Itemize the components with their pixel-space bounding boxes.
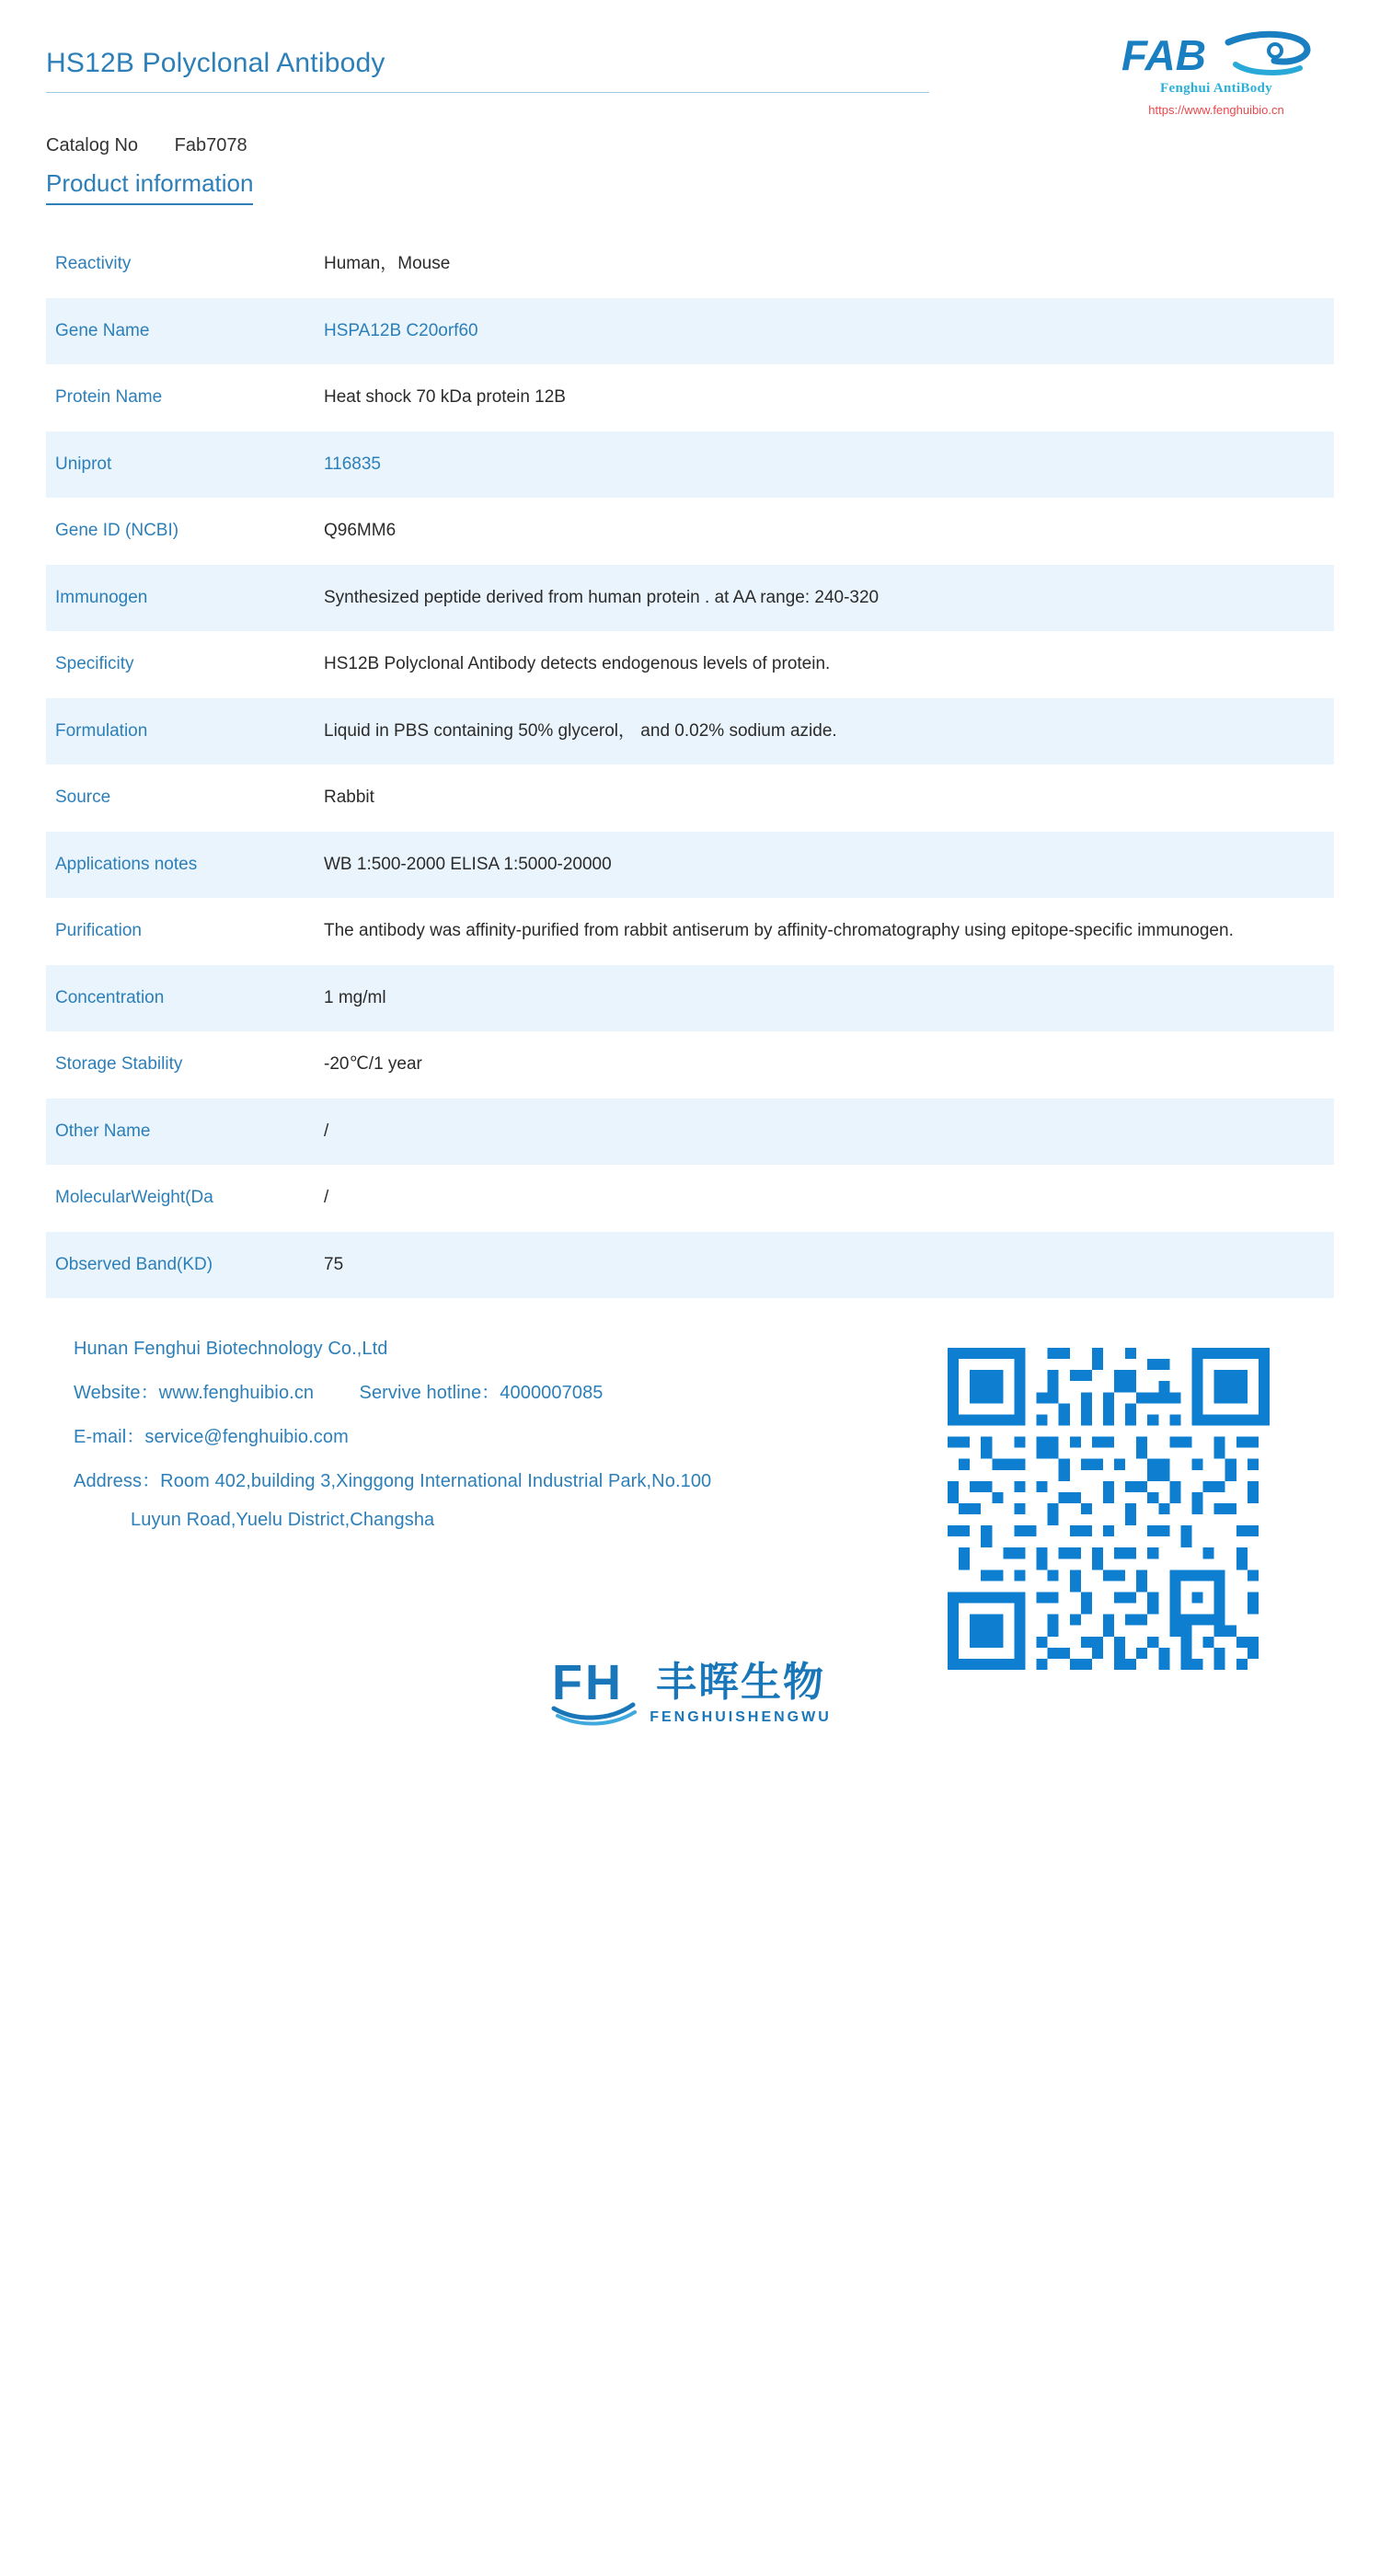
bottom-logo-text bbox=[650, 1649, 832, 1726]
row-value: 116835 bbox=[324, 454, 381, 474]
row-value: WB 1:500-2000 ELISA 1:5000-20000 bbox=[324, 854, 612, 874]
row-key: Storage Stability bbox=[55, 1054, 183, 1074]
row-key: MolecularWeight(Da bbox=[55, 1188, 213, 1207]
row-value: Liquid in PBS containing 50% glycerol， and 0.02% sodium azide. bbox=[324, 720, 837, 741]
row-value: 1 mg/ml bbox=[324, 987, 386, 1007]
table-row bbox=[46, 1165, 1334, 1232]
row-key: Gene Name bbox=[55, 320, 150, 340]
fenghui-mark-icon bbox=[548, 1648, 637, 1727]
row-value: / bbox=[324, 1188, 329, 1207]
page-title: HS12B Polyclonal Antibody bbox=[46, 48, 385, 78]
row-key: Other Name bbox=[55, 1121, 151, 1141]
catalog-label: Catalog No bbox=[46, 135, 139, 155]
brand-logo bbox=[1097, 28, 1336, 117]
address-line-1: Address：Room 402,building 3,Xinggong International Industrial Park,No.100 bbox=[74, 1471, 712, 1491]
company-bottom-logo bbox=[478, 1648, 902, 1749]
product-information-table bbox=[46, 231, 1334, 1298]
row-key: Protein Name bbox=[55, 387, 163, 407]
table-row bbox=[46, 231, 1334, 298]
row-value: Heat shock 70 kDa protein 12B bbox=[324, 387, 566, 407]
table-row bbox=[46, 1031, 1334, 1098]
row-value: HS12B Polyclonal Antibody detects endogenous levels of protein. bbox=[324, 654, 831, 673]
row-key: Specificity bbox=[55, 654, 134, 673]
email-text: E-mail：service@fenghuibio.com bbox=[74, 1427, 349, 1447]
logo-subtitle: Fenghui AntiBody bbox=[1160, 81, 1272, 96]
svg-text:F: F bbox=[552, 1655, 583, 1710]
title-divider bbox=[46, 92, 929, 93]
row-key: Formulation bbox=[55, 720, 148, 741]
row-value: Rabbit bbox=[324, 788, 374, 807]
catalog-value: Fab7078 bbox=[174, 135, 247, 155]
table-row bbox=[46, 698, 1334, 765]
table-row bbox=[46, 765, 1334, 832]
row-key: Applications notes bbox=[55, 854, 198, 874]
row-value: -20℃/1 year bbox=[324, 1054, 422, 1074]
row-key: Observed Band(KD) bbox=[55, 1254, 213, 1274]
document-footer bbox=[0, 1329, 1380, 1605]
row-key: Purification bbox=[55, 921, 142, 940]
table-row bbox=[46, 498, 1334, 565]
fab-logo-icon bbox=[1120, 28, 1313, 85]
row-value: Human，Mouse bbox=[324, 254, 451, 273]
row-value: 75 bbox=[324, 1254, 344, 1274]
table-row bbox=[46, 364, 1334, 431]
row-key: Concentration bbox=[55, 987, 165, 1007]
row-value: The antibody was affinity-purified from rabbit antiserum by affinity-chromatography using epitope-specific immunogen. bbox=[324, 921, 1234, 940]
row-value: Synthesized peptide derived from human protein . at AA range: 240-320 bbox=[324, 587, 880, 607]
table-row bbox=[46, 631, 1334, 698]
hotline-text: Servive hotline：4000007085 bbox=[359, 1383, 604, 1403]
table-row bbox=[46, 1098, 1334, 1166]
bottom-logo-en: FENGHUISHENGWU bbox=[650, 1709, 832, 1725]
row-key: Reactivity bbox=[55, 254, 132, 273]
row-value: Q96MM6 bbox=[324, 521, 397, 540]
table-row bbox=[46, 298, 1334, 365]
table-row bbox=[46, 965, 1334, 1032]
address-line-2: Luyun Road,Yuelu District,Changsha bbox=[131, 1510, 435, 1530]
section-heading: Product information bbox=[46, 169, 253, 205]
catalog-row bbox=[46, 135, 1325, 156]
table-row bbox=[46, 431, 1334, 499]
table-row bbox=[46, 898, 1334, 965]
table-row bbox=[46, 1232, 1334, 1299]
title-block bbox=[46, 48, 929, 93]
table-row bbox=[46, 832, 1334, 899]
logo-url: https://www.fenghuibio.cn bbox=[1148, 103, 1284, 117]
svg-text:FAB: FAB bbox=[1121, 31, 1206, 79]
table-row bbox=[46, 565, 1334, 632]
table-body bbox=[46, 231, 1334, 1298]
row-key: Source bbox=[55, 788, 111, 807]
row-key: Gene ID (NCBI) bbox=[55, 521, 179, 540]
row-key: Immunogen bbox=[55, 587, 148, 607]
qr-code-icon bbox=[948, 1348, 1270, 1670]
row-value: HSPA12B C20orf60 bbox=[324, 320, 478, 340]
document-header bbox=[0, 0, 1380, 155]
company-name: Hunan Fenghui Biotechnology Co.,Ltd bbox=[74, 1339, 388, 1359]
row-key: Uniprot bbox=[55, 454, 112, 474]
row-value: / bbox=[324, 1121, 329, 1141]
website-text: Website：www.fenghuibio.cn bbox=[74, 1383, 315, 1403]
bottom-logo-cn: 丰晖生物 bbox=[656, 1659, 825, 1706]
bottom-logo-row bbox=[478, 1648, 902, 1727]
svg-text:H: H bbox=[585, 1655, 622, 1710]
